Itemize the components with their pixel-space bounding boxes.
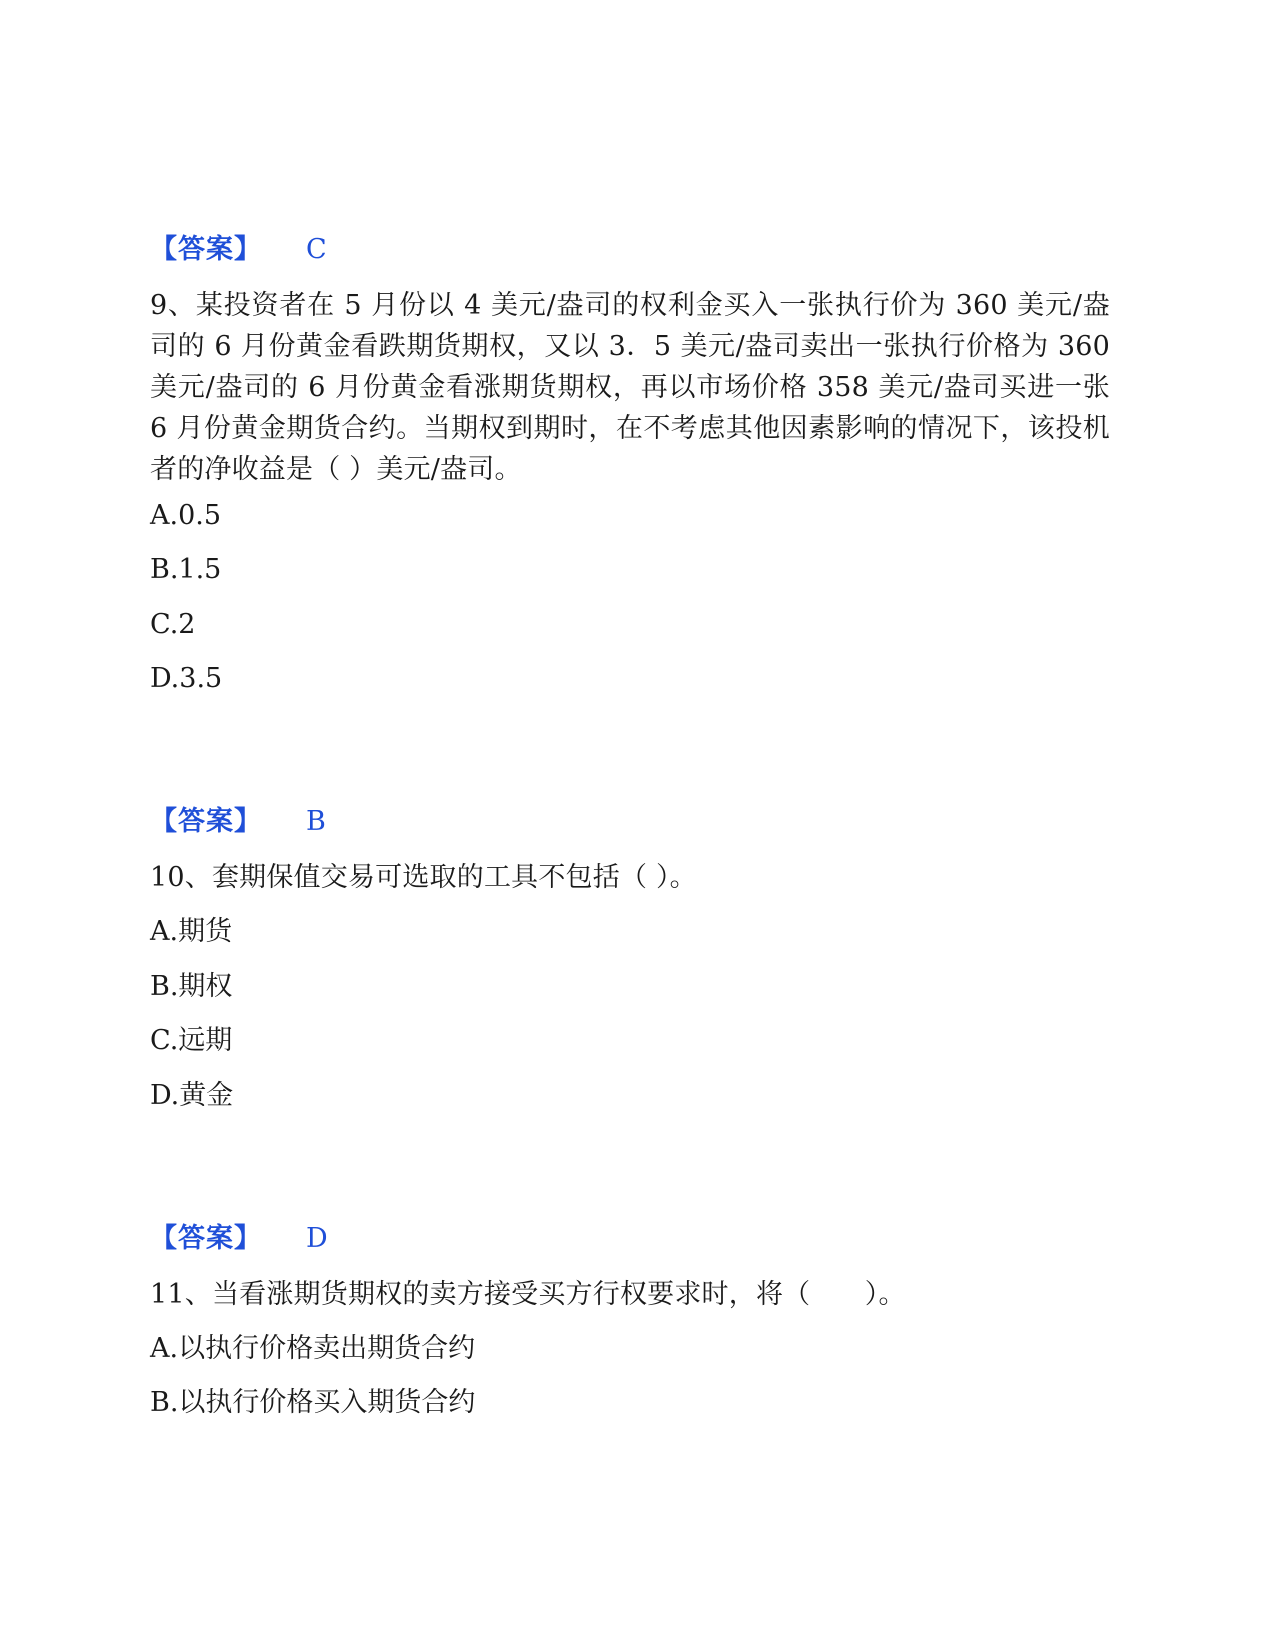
question-11-text: 11、当看涨期货期权的卖方接受买方行权要求时，将（ ）。 xyxy=(150,1279,906,1310)
answer-line xyxy=(150,1222,1110,1256)
answer-line xyxy=(150,805,1110,839)
question-10-option-b: B.期权 xyxy=(150,971,233,1002)
question-9-option-c: C.2 xyxy=(150,609,196,640)
question-9-option-d: D.3.5 xyxy=(150,663,223,694)
answer-label: 【答案】 xyxy=(150,1223,262,1254)
answer-value: D xyxy=(306,1223,328,1254)
answer-value: B xyxy=(306,806,326,837)
answer-value: C xyxy=(306,234,327,265)
question-11-option-b: B.以执行价格买入期货合约 xyxy=(150,1387,476,1418)
question-9-option-b: B.1.5 xyxy=(150,554,222,585)
question-10-option-a: A.期货 xyxy=(150,916,233,947)
answer-label: 【答案】 xyxy=(150,806,262,837)
answer-line xyxy=(150,233,1110,267)
question-10-option-c: C.远期 xyxy=(150,1025,233,1056)
question-9-option-a: A.0.5 xyxy=(150,500,222,531)
question-9-text: 9、某投资者在 5 月份以 4 美元/盎司的权利金买入一张执行价为 360 美元/盎司的 6 月份黄金看跌期货期权，又以 3．5 美元/盎司卖出一张执行价格为 360 美元/盎司的 6 月份黄金看涨期货期权，再以市场价格 358 美元/盎司买进一张 6 月份黄金期货合约。当期权到期时，在不考虑其他因素影响的情况下，该投机者的净收益是（ ）美元/盎司。 xyxy=(150,290,1110,485)
question-10-option-d: D.黄金 xyxy=(150,1080,234,1111)
answer-label: 【答案】 xyxy=(150,234,262,265)
question-10-text: 10、套期保值交易可选取的工具不包括（ ）。 xyxy=(150,862,697,893)
question-11-option-a: A.以执行价格卖出期货合约 xyxy=(150,1333,476,1364)
